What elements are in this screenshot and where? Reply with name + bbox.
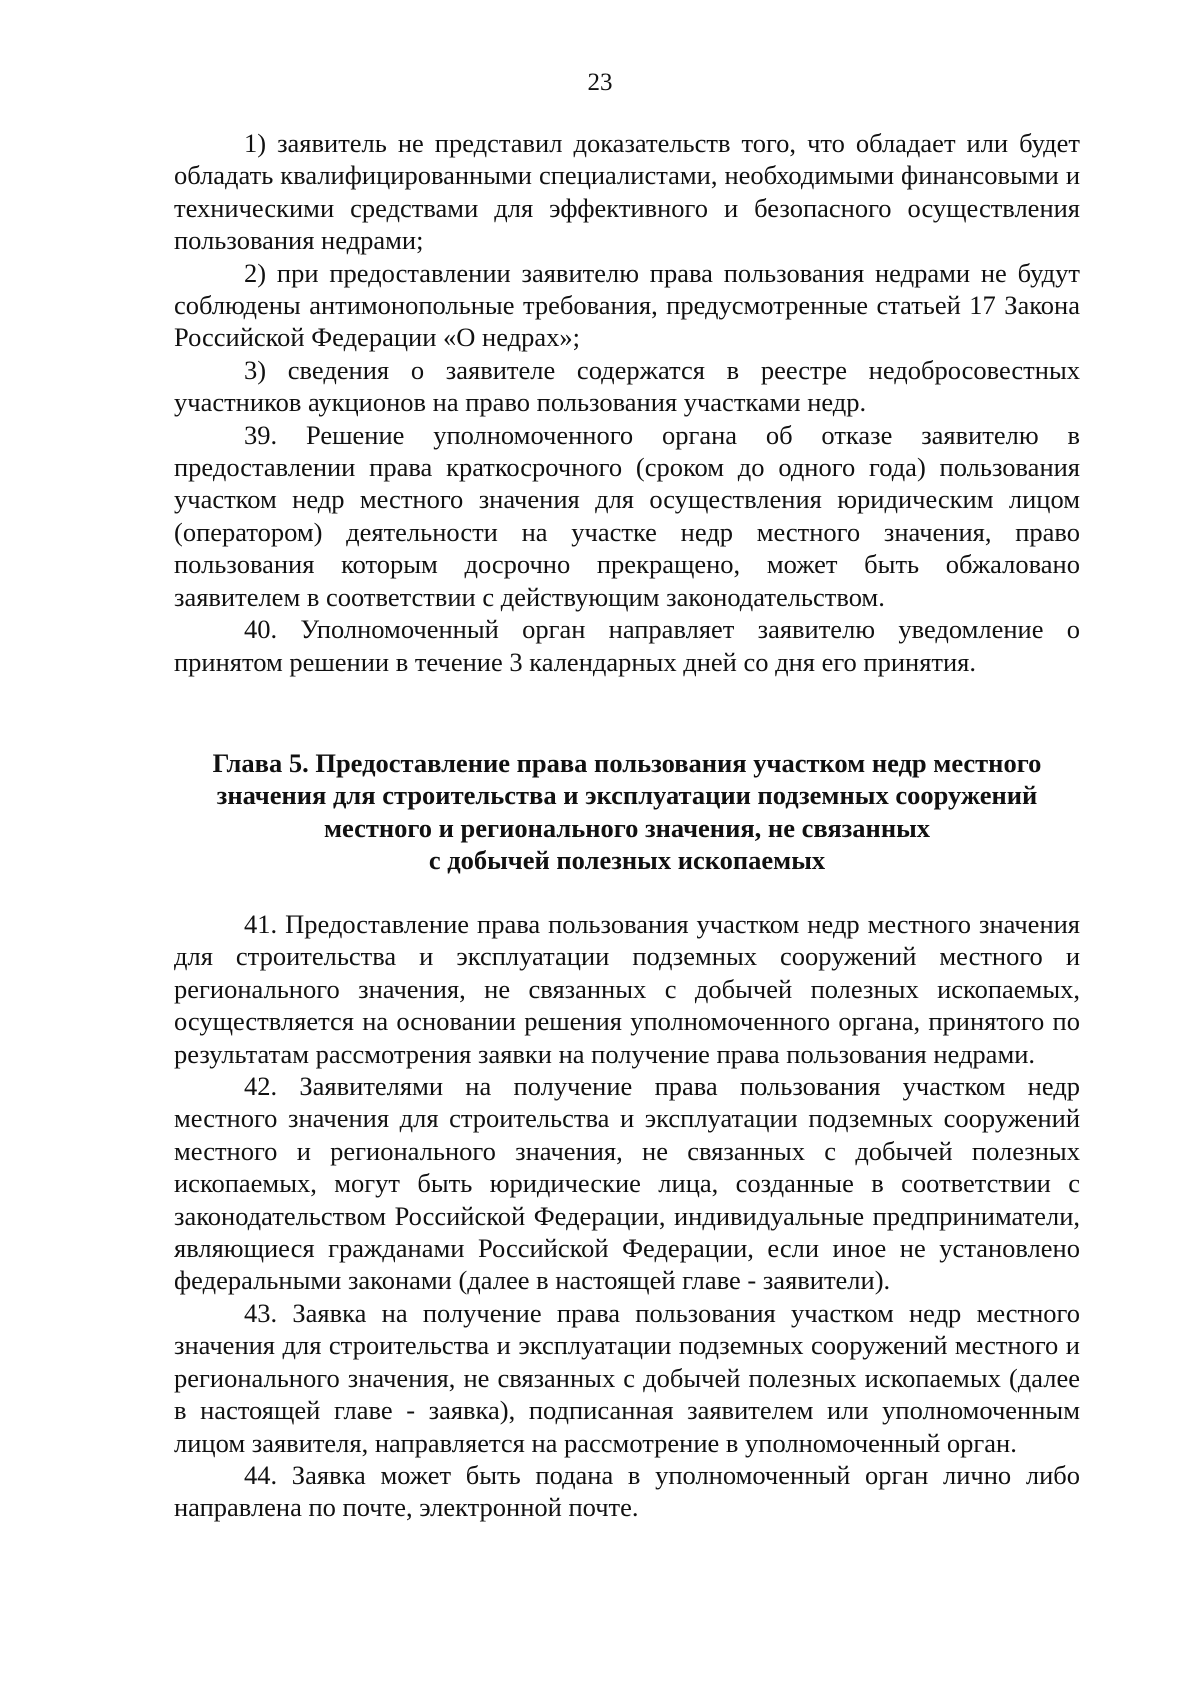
paragraph-41: 41. Предоставление права пользования участком недр местного значения для строительства и эксплуатации подземных сооружений местного и регионального значения, не связанных с добычей полезных ископаемых, осуществляется на основании решения уполномоченного органа, принятого по результатам рассмотрения заявки на получение права пользования недрами. <box>174 909 1080 1069</box>
paragraph-item-2: 2) при предоставлении заявителю права пользования недрами не будут соблюдены антимонопольные требования, предусмотренные статьей 17 Закона Российской Федерации «О недрах»; <box>174 257 1080 353</box>
paragraph-42: 42. Заявителями на получение права пользования участком недр местного значения для строительства и эксплуатации подземных сооружений местного и регионального значения, не связанных с добычей полезных ископаемых, могут быть юридические лица, созданные в соответствии с законодательством Российской Федерации, индивидуальные предприниматели, являющиеся гражданами Российской Федерации, если иное не установлено федеральными законами (далее в настоящей главе - заявители). <box>174 1071 1080 1296</box>
chapter-heading-line: Глава 5. Предоставление права пользования участком недр местного <box>212 748 1042 778</box>
text-block-top <box>174 127 1080 678</box>
paragraph-item-1: 1) заявитель не представил доказательств того, что обладает или будет обладать квалифицированными специалистами, необходимыми финансовыми и техническими средствами для эффективного и безопасного осуществления пользования недрами; <box>174 128 1080 256</box>
chapter-heading <box>174 747 1080 877</box>
paragraph-43: 43. Заявка на получение права пользования участком недр местного значения для строительства и эксплуатации подземных сооружений местного и регионального значения, не связанных с добычей полезных ископаемых (далее в настоящей главе - заявка), подписанная заявителем или уполномоченным лицом заявителя, направляется на рассмотрение в уполномоченный орган. <box>174 1297 1080 1458</box>
paragraph-44: 44. Заявка может быть подана в уполномоченный орган лично либо направлена по почте, электронной почте. <box>174 1459 1080 1523</box>
chapter-heading-line: с добычей полезных ископаемых <box>428 845 826 876</box>
paragraph-40: 40. Уполномоченный орган направляет заявителю уведомление о принятом решении в течение 3 календарных дней со дня его принятия. <box>174 614 1080 677</box>
chapter-heading-line: значения для строительства и эксплуатации подземных сооружений <box>216 780 1038 811</box>
chapter-heading-line: местного и регионального значения, не связанных <box>323 812 931 843</box>
paragraph-39: 39. Решение уполномоченного органа об отказе заявителю в предоставлении права краткосрочного (сроком до одного года) пользования участком недр местного значения для осуществления юридическим лицом (оператором) деятельности на участке недр местного значения, право пользования которым досрочно прекращено, может быть обжаловано заявителем в соответствии с действующим законодательством. <box>174 419 1080 612</box>
page-number: 23 <box>587 69 613 96</box>
text-block-bottom <box>174 908 1080 1524</box>
paragraph-item-3: 3) сведения о заявителе содержатся в реестре недобросовестных участников аукционов на право пользования участками недр. <box>174 354 1080 418</box>
